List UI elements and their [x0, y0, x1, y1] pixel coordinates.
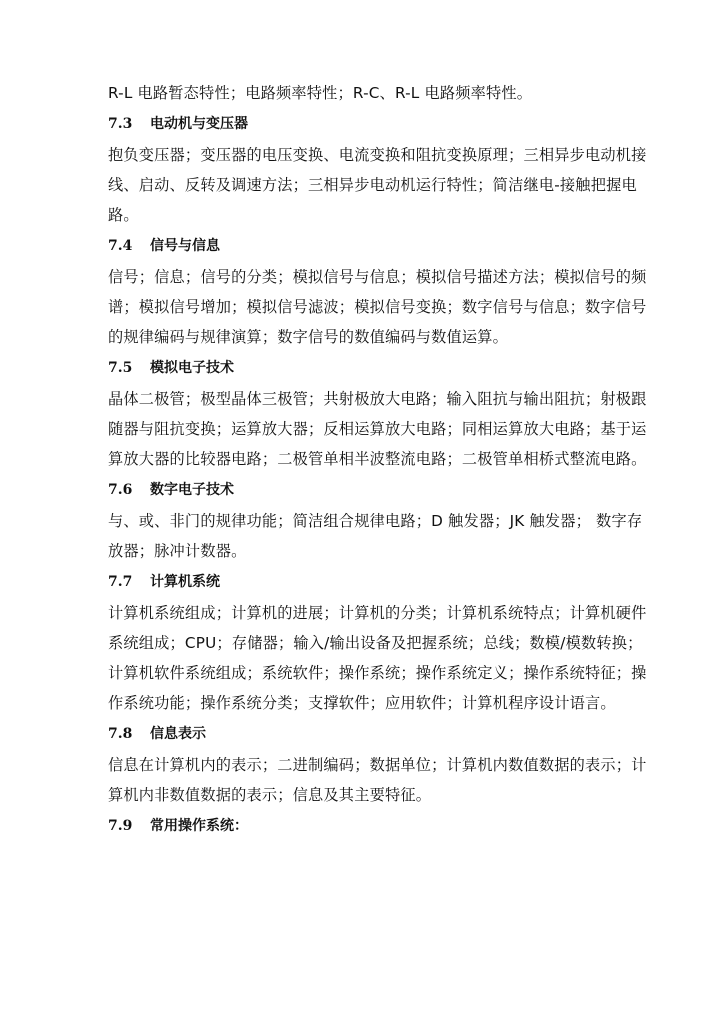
section-heading-7-4	[108, 230, 628, 262]
section-title: 计算机系统	[150, 574, 220, 590]
body-line: 作系统功能；操作系统分类；支撑软件；应用软件；计算机程序设计语言。	[108, 694, 616, 712]
section-title: 常用操作系统：	[150, 818, 248, 834]
body-line: 与、或、非门的规律功能；简洁组合规律电路；D 触发器；JK 触发器； 数字存	[108, 512, 643, 530]
body-line: 计算机软件系统组成；系统软件；操作系统；操作系统定义；操作系统特征；操	[108, 664, 647, 682]
section-heading-7-6	[108, 474, 628, 506]
section-number: 7.6	[108, 482, 133, 498]
section-heading-7-3	[108, 108, 628, 140]
body-line: 算机内非数值数据的表示；信息及其主要特征。	[108, 786, 432, 804]
document-page	[108, 78, 647, 842]
section-title: 电动机与变压器	[150, 116, 248, 132]
body-line: 放器；脉冲计数器。	[108, 542, 247, 560]
section-number: 7.9	[108, 818, 133, 834]
body-line: 随器与阻抗变换；运算放大器；反相运算放大电路；同相运算放大电路；基于运	[108, 420, 647, 438]
section-number: 7.8	[108, 726, 133, 742]
section-number: 7.5	[108, 360, 133, 376]
section-title: 模拟电子技术	[150, 360, 234, 376]
section-title: 信号与信息	[150, 238, 220, 254]
section-heading-7-9	[108, 810, 628, 842]
section-title: 数字电子技术	[150, 482, 234, 498]
body-line: 计算机系统组成；计算机的进展；计算机的分类；计算机系统特点；计算机硬件	[108, 604, 647, 622]
section-heading-7-7	[108, 566, 628, 598]
section-number: 7.7	[108, 574, 133, 590]
body-line: 谱；模拟信号增加；模拟信号滤波；模拟信号变换；数字信号与信息；数字信号	[108, 298, 647, 316]
section-heading-7-5	[108, 352, 628, 384]
body-line: 算放大器的比较器电路；二极管单相半波整流电路；二极管单相桥式整流电路。	[108, 450, 647, 468]
body-line: 的规律编码与规律演算；数字信号的数值编码与数值运算。	[108, 328, 509, 346]
intro-line: R-L 电路暂态特性；电路频率特性；R-C、R-L 电路频率特性。	[108, 84, 533, 102]
body-line: 路。	[108, 206, 139, 224]
section-number: 7.4	[108, 238, 133, 254]
body-line: 系统组成；CPU；存储器；输入/输出设备及把握系统；总线；数模/模数转换；	[108, 634, 643, 652]
body-line: 信息在计算机内的表示；二进制编码；数据单位；计算机内数值数据的表示；计	[108, 756, 647, 774]
body-line: 抱负变压器；变压器的电压变换、电流变换和阻抗变换原理；三相异步电动机接	[108, 146, 647, 164]
body-line: 线、启动、反转及调速方法；三相异步电动机运行特性；简洁继电-接触把握电	[108, 176, 637, 194]
body-line: 晶体二极管；极型晶体三极管；共射极放大电路；输入阻抗与输出阻抗；射极跟	[108, 390, 647, 408]
section-number: 7.3	[108, 116, 133, 132]
body-line: 信号；信息；信号的分类；模拟信号与信息；模拟信号描述方法；模拟信号的频	[108, 268, 647, 286]
section-heading-7-8	[108, 718, 628, 750]
section-title: 信息表示	[150, 726, 206, 742]
